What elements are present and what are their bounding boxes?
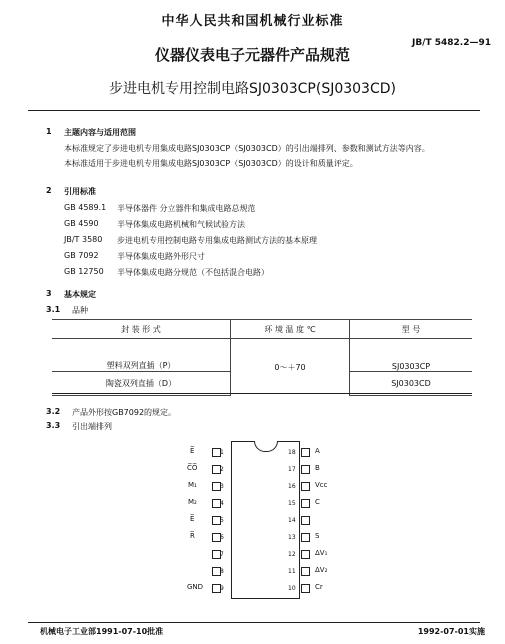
section-3-number: 3 [46, 289, 52, 298]
section-3-title: 基本规定 [64, 290, 96, 299]
footer-rule [28, 622, 480, 623]
section-1-number: 1 [46, 127, 52, 136]
section-3-3-text: 引出端排列 [72, 422, 112, 431]
pin-number: 16 [288, 483, 296, 490]
package-cell: 塑料双列直插（P） [52, 339, 231, 372]
pin-17 [301, 465, 310, 474]
pin-label: S [315, 532, 320, 540]
section-2-number: 2 [46, 186, 52, 195]
pin-label: C̅O̅ [187, 464, 198, 472]
model-cell: SJ0303CP [350, 339, 473, 372]
pin-label: E̅ [190, 447, 195, 455]
column-header-temperature: 环 境 温 度 ℃ [231, 320, 350, 339]
pin-label: E̅ [190, 515, 195, 523]
pin-11 [301, 567, 310, 576]
pin-label: M₁ [188, 481, 197, 489]
ic-notch [254, 441, 278, 452]
pin-number: 15 [288, 500, 296, 507]
pin-13 [301, 533, 310, 542]
pin-label: ΔV₁ [315, 549, 328, 557]
reference-code: GB 4590 [64, 219, 99, 228]
pin-16 [301, 482, 310, 491]
section-3-1-number: 3.1 [46, 305, 61, 314]
package-cell: 陶瓷双列直插（D） [52, 372, 231, 396]
pin-number: 1 [220, 449, 224, 456]
pin-number: 18 [288, 449, 296, 456]
model-cell: SJ0303CD [350, 372, 473, 396]
pin-label: C [315, 498, 320, 506]
pin-number: 14 [288, 517, 296, 524]
pin-label: Cr [315, 583, 323, 591]
reference-code: GB 7092 [64, 251, 99, 260]
reference-title: 半导体器件 分立器件和集成电路总规范 [117, 204, 256, 213]
reference-code: GB 12750 [64, 267, 104, 276]
pin-number: 11 [288, 568, 296, 575]
reference-code: GB 4589.1 [64, 203, 107, 212]
standard-header: 中华人民共和国机械行业标准 [161, 14, 344, 29]
pin-label: R̅ [190, 532, 195, 540]
title-divider [28, 110, 480, 111]
table-row [52, 339, 472, 372]
pin-label: ΔV₂ [315, 566, 328, 574]
pin-number: 12 [288, 551, 296, 558]
column-header-model: 型 号 [350, 320, 473, 339]
section-3-1-title: 品种 [72, 306, 88, 315]
section-1-paragraph: 本标准规定了步进电机专用集成电路SJ0303CP（SJ0303CD）的引出端排列、参数和测试方法等内容。 [64, 144, 430, 153]
section-2-title: 引用标准 [64, 187, 96, 196]
pin-14 [301, 516, 310, 525]
section-1-paragraph: 本标准适用于步进电机专用集成电路SJ0303CP（SJ0303CD）的设计和质量评定。 [64, 159, 358, 168]
pin-number: 4 [220, 500, 224, 507]
pin-number: 10 [288, 585, 296, 592]
standard-number: JB/T 5482.2—91 [411, 38, 491, 48]
pin-number: 7 [220, 551, 224, 558]
pin-label: GND [187, 583, 204, 591]
pin-number: 6 [220, 534, 224, 541]
pin-number: 5 [220, 517, 224, 524]
reference-title: 半导体集成电路外形尺寸 [117, 252, 205, 261]
pin-label: A [315, 447, 320, 455]
variety-table [52, 319, 472, 396]
section-3-3-number: 3.3 [46, 421, 61, 430]
pin-18 [301, 448, 310, 457]
table-header-row [52, 320, 472, 339]
pin-15 [301, 499, 310, 508]
pin-number: 3 [220, 483, 224, 490]
approval-date: 机械电子工业部1991-07-10批准 [40, 627, 164, 636]
pin-number: 17 [288, 466, 296, 473]
document-title: 仪器仪表电子元器件产品规范 [154, 46, 350, 64]
pin-label: Vcc [315, 481, 328, 489]
pin-12 [301, 550, 310, 559]
reference-title: 半导体集成电路分规范（不包括混合电路） [117, 268, 269, 277]
reference-title: 半导体集成电路机械和气候试验方法 [117, 220, 245, 229]
table-bottom-rule [52, 393, 472, 394]
pin-number: 9 [220, 585, 224, 592]
section-3-2-number: 3.2 [46, 407, 61, 416]
pin-number: 2 [220, 466, 224, 473]
reference-title: 步进电机专用控制电路专用集成电路测试方法的基本原理 [117, 236, 317, 245]
pin-number: 8 [220, 568, 224, 575]
pin-number: 13 [288, 534, 296, 541]
pin-label: M₂ [188, 498, 197, 506]
section-3-2-text: 产品外形按GB7092的规定。 [72, 408, 177, 417]
implementation-date: 1992-07-01实施 [417, 627, 485, 636]
temperature-cell: 0～＋70 [231, 339, 350, 396]
pin-label: B [315, 464, 320, 472]
reference-code: JB/T 3580 [64, 235, 103, 244]
section-1-title: 主题内容与适用范围 [64, 128, 136, 137]
column-header-package: 封 装 形 式 [52, 320, 231, 339]
document-subtitle: 步进电机专用控制电路SJ0303CP(SJ0303CD) [109, 81, 396, 97]
pin-10 [301, 584, 310, 593]
